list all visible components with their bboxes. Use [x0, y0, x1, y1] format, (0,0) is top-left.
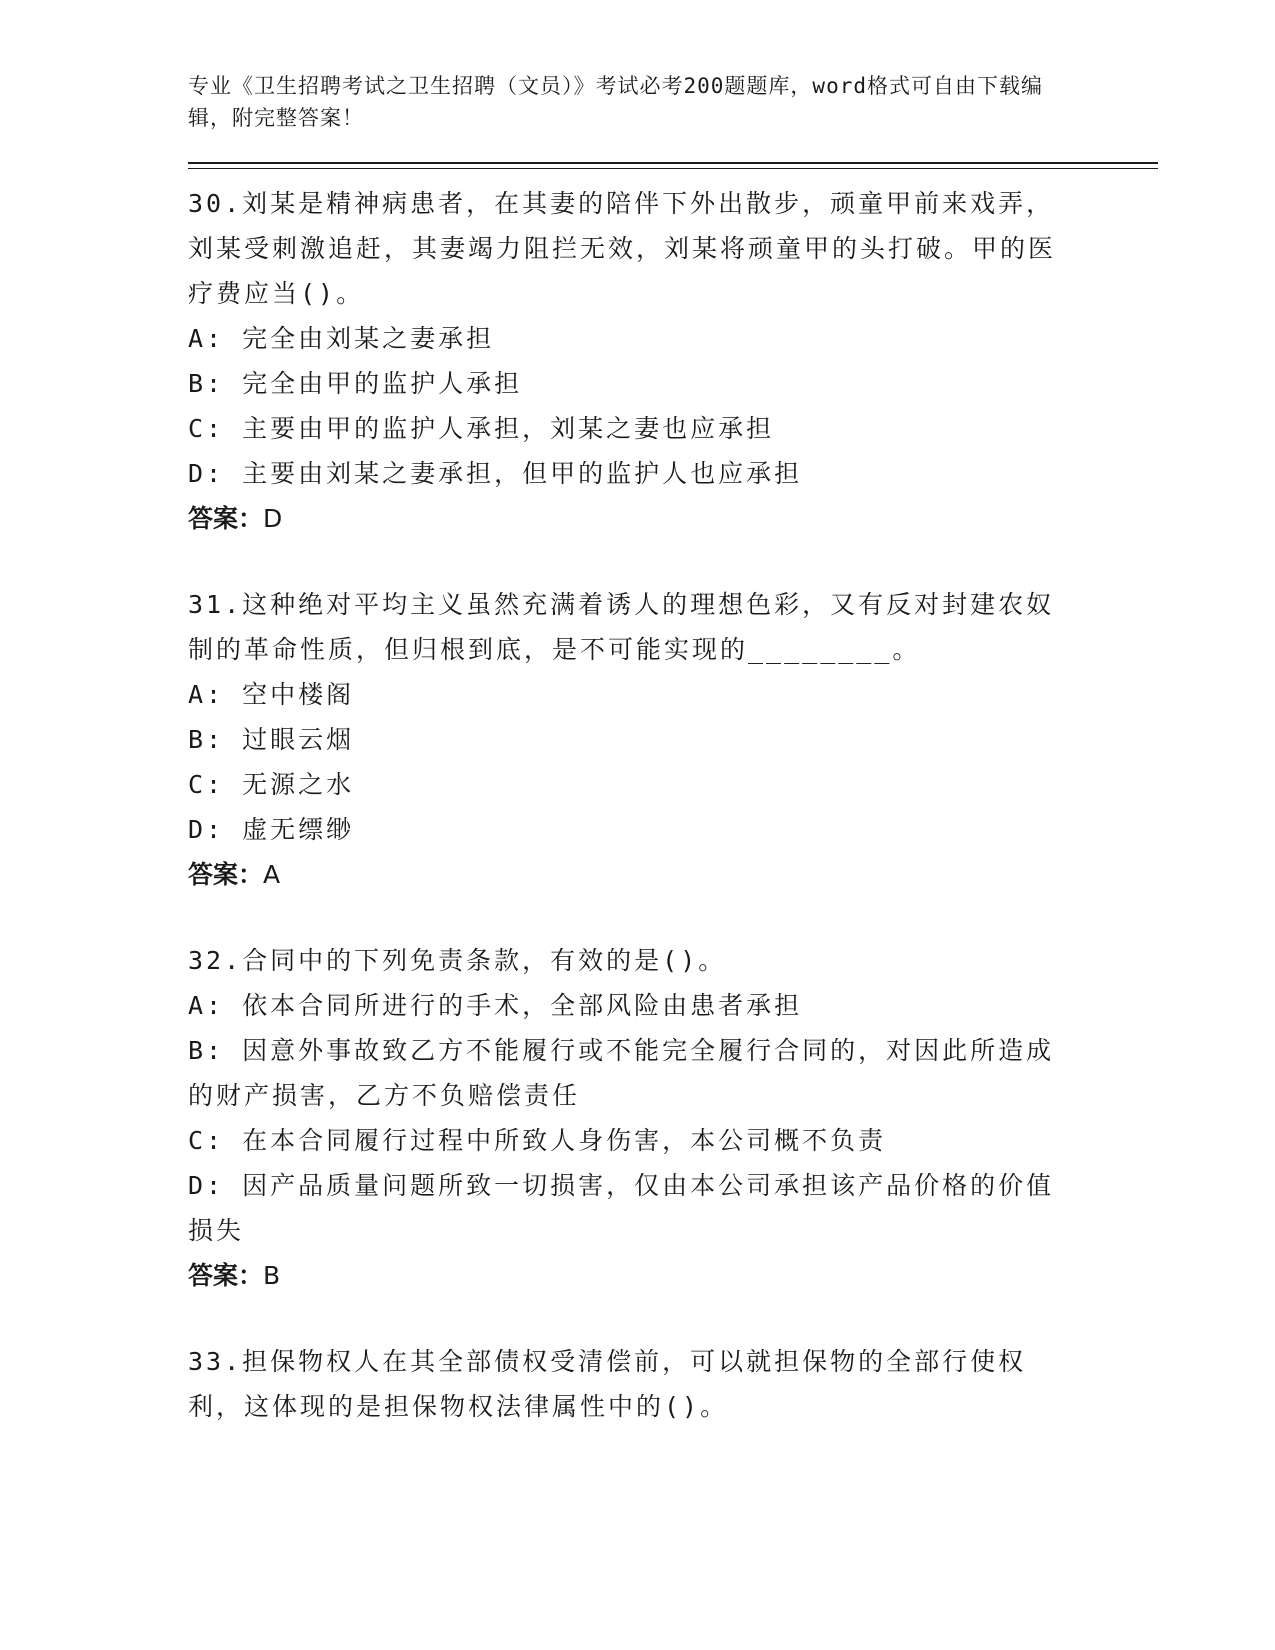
answer-value: D [263, 504, 283, 533]
question-31 [188, 582, 1158, 897]
question-stem: 33.担保物权人在其全部债权受清偿前，可以就担保物的全部行使权利，这体现的是担保物权法律属性中的()。 [188, 1347, 1027, 1421]
option-c: C: 主要由甲的监护人承担，刘某之妻也应承担 [188, 414, 775, 443]
document-page [188, 70, 1158, 1470]
option-d: D: 因产品质量问题所致一切损害，仅由本公司承担该产品价格的价值损失 [188, 1171, 1055, 1245]
question-stem: 30.刘某是精神病患者，在其妻的陪伴下外出散步，顽童甲前来戏弄，刘某受刺激追赶，其妻竭力阻拦无效，刘某将顽童甲的头打破。甲的医疗费应当()。 [188, 189, 1057, 308]
option-a: A: 空中楼阁 [188, 680, 355, 709]
divider-thick-line [188, 162, 1158, 164]
option-d: D: 虚无缥缈 [188, 815, 355, 844]
answer-value: B [263, 1261, 281, 1290]
answer-line [188, 852, 1158, 897]
question-stem: 32.合同中的下列免责条款，有效的是()。 [188, 946, 727, 975]
question-30 [188, 181, 1158, 541]
answer-label: 答案： [188, 1261, 264, 1290]
answer-line [188, 1253, 1158, 1298]
option-a: A: 完全由刘某之妻承担 [188, 324, 495, 353]
option-b: B: 完全由甲的监护人承担 [188, 369, 523, 398]
option-a: A: 依本合同所进行的手术，全部风险由患者承担 [188, 991, 803, 1020]
option-c: C: 在本合同履行过程中所致人身伤害，本公司概不负责 [188, 1126, 887, 1155]
answer-value: A [263, 860, 281, 889]
option-c: C: 无源之水 [188, 770, 355, 799]
answer-line [188, 496, 1158, 541]
answer-label: 答案： [188, 504, 264, 533]
answer-label: 答案： [188, 860, 264, 889]
question-32 [188, 938, 1158, 1298]
document-header: 专业《卫生招聘考试之卫生招聘（文员）》考试必考200题题库，word格式可自由下载编辑，附完整答案！ [188, 74, 1043, 130]
question-33 [188, 1339, 1158, 1429]
option-d: D: 主要由刘某之妻承担，但甲的监护人也应承担 [188, 459, 803, 488]
option-b: B: 因意外事故致乙方不能履行或不能完全履行合同的，对因此所造成的财产损害，乙方不负赔偿责任 [188, 1036, 1055, 1110]
header-divider [188, 162, 1158, 169]
divider-thin-line [188, 168, 1158, 169]
option-b: B: 过眼云烟 [188, 725, 355, 754]
question-stem: 31.这种绝对平均主义虽然充满着诱人的理想色彩，又有反对封建农奴制的革命性质，但归根到底，是不可能实现的________。 [188, 590, 1055, 664]
